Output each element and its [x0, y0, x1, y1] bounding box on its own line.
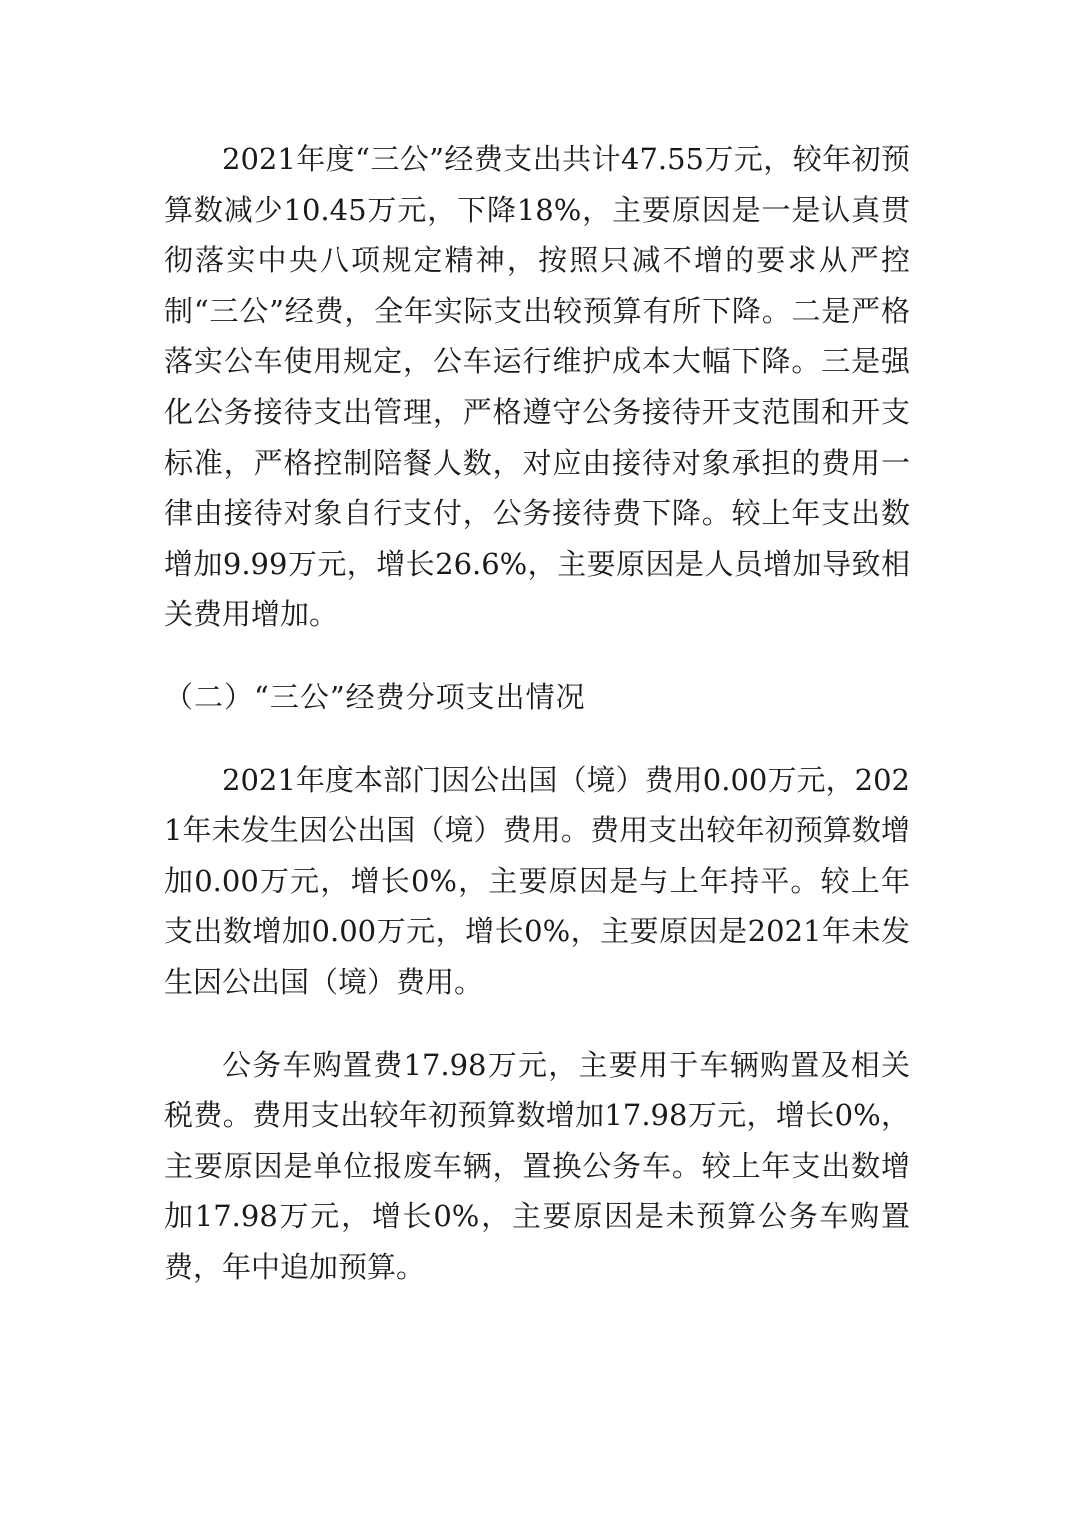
paragraph-three-public-expenses-total: 2021年度“三公”经费支出共计47.55万元，较年初预算数减少10.45万元，下降18%，主要原因是一是认真贯彻落实中央八项规定精神，按照只减不增的要求从严控制“三公”经费，全年实际支出较预算有所下降。二是严格落实公车使用规定，公车运行维护成本大幅下降。三是强化公务接待支出管理，严格遵守公务接待开支范围和开支标准，严格控制陪餐人数，对应由接待对象承担的费用一律由接待对象自行支付，公务接待费下降。较上年支出数增加9.99万元，增长26.6%，主要原因是人员增加导致相关费用增加。: [164, 142, 910, 632]
paragraph-vehicle-purchase-expenses: 公务车购置费17.98万元，主要用于车辆购置及相关税费。费用支出较年初预算数增加17.98万元，增长0%，主要原因是单位报废车辆，置换公务车。较上年支出数增加17.98万元，增长0%，主要原因是未预算公务车购置费，年中追加预算。: [164, 1047, 910, 1284]
section-heading-itemized-expenses: （二）“三公”经费分项支出情况: [164, 679, 586, 714]
document-body: [164, 134, 910, 1324]
paragraph-overseas-travel-expenses: 2021年度本部门因公出国（境）费用0.00万元，2021年未发生因公出国（境）费用。费用支出较年初预算数增加0.00万元，增长0%，主要原因是与上年持平。较上年支出数增加0.00万元，增长0%，主要原因是2021年未发生因公出国（境）费用。: [164, 762, 910, 999]
